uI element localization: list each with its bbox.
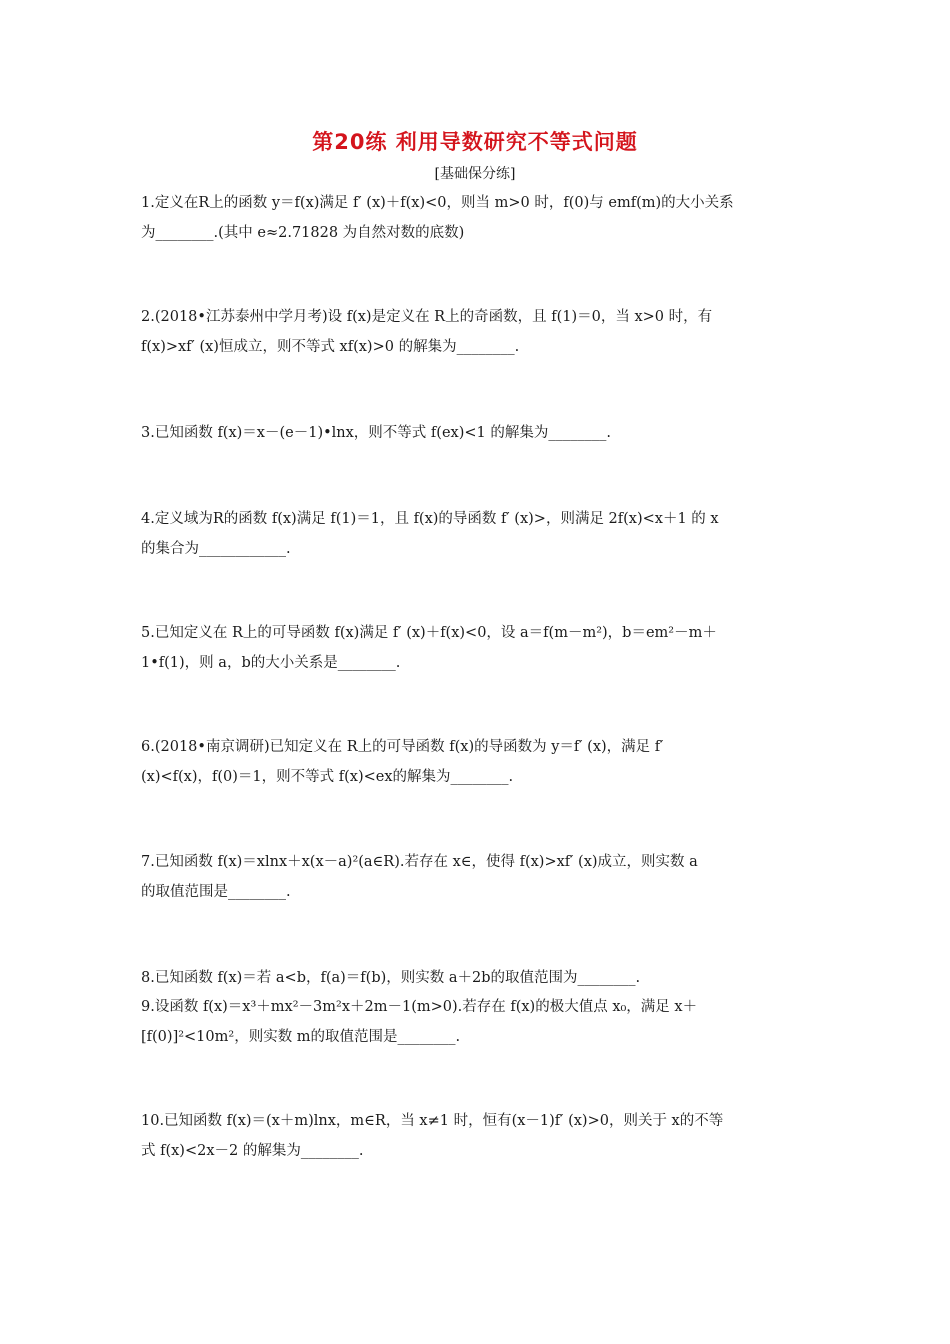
question-line: 10.已知函数 f(x)＝(x＋m)lnx，m∈R，当 x≠1 时，恒有(x－1)f′ (x)>0，则关于 x的不等 bbox=[141, 1113, 724, 1129]
question-6 bbox=[141, 732, 811, 792]
question-3 bbox=[141, 418, 811, 448]
question-line: 8.已知函数 f(x)＝若 a<b，f(a)＝f(b)，则实数 a＋2b的取值范围为________. bbox=[141, 970, 641, 986]
question-8 bbox=[141, 963, 811, 993]
question-2 bbox=[141, 302, 811, 362]
question-5 bbox=[141, 618, 811, 678]
question-4 bbox=[141, 504, 811, 564]
question-line: 的取值范围是________. bbox=[141, 884, 291, 900]
question-line: 的集合为____________. bbox=[141, 541, 291, 557]
question-line: 6.(2018•南京调研)已知定义在 R上的可导函数 f(x)的导函数为 y＝f′ (x)，满足 f′ bbox=[141, 739, 664, 755]
question-line: 4.定义域为R的函数 f(x)满足 f(1)＝1，且 f(x)的导函数 f′ (x)>，则满足 2f(x)<x＋1 的 x bbox=[141, 511, 719, 527]
question-line: 式 f(x)<2x－2 的解集为________. bbox=[141, 1143, 364, 1159]
question-line: 为________.(其中 e≈2.71828 为自然对数的底数) bbox=[141, 225, 465, 241]
section-subtitle: [基础保分练] bbox=[434, 166, 516, 182]
question-10 bbox=[141, 1106, 811, 1166]
question-line: [f(0)]²<10m²，则实数 m的取值范围是________. bbox=[141, 1029, 461, 1045]
question-line: 2.(2018•江苏泰州中学月考)设 f(x)是定义在 R上的奇函数，且 f(1)＝0，当 x>0 时，有 bbox=[141, 309, 713, 325]
question-line: 9.设函数 f(x)＝x³＋mx²－3m²x＋2m－1(m>0).若存在 f(x)的极大值点 x₀，满足 x＋ bbox=[141, 999, 698, 1015]
question-line: 7.已知函数 f(x)＝xlnx＋x(x－a)²(a∈R).若存在 x∈，使得 f(x)>xf′ (x)成立，则实数 a bbox=[141, 854, 698, 870]
question-line: (x)<f(x)，f(0)＝1，则不等式 f(x)<ex的解集为________. bbox=[141, 769, 514, 785]
question-line: 1•f(1)，则 a，b的大小关系是________. bbox=[141, 655, 401, 671]
question-line: 5.已知定义在 R上的可导函数 f(x)满足 f′ (x)＋f(x)<0，设 a＝f(m－m²)，b＝em²－m＋ bbox=[141, 625, 717, 641]
question-9 bbox=[141, 992, 811, 1052]
question-line: 1.定义在R上的函数 y＝f(x)满足 f′ (x)＋f(x)<0，则当 m>0 时，f(0)与 emf(m)的大小关系 bbox=[141, 195, 734, 211]
question-1 bbox=[141, 188, 811, 248]
question-line: 3.已知函数 f(x)＝x－(e－1)•lnx，则不等式 f(ex)<1 的解集为________. bbox=[141, 425, 611, 441]
page-title: 第20练 利用导数研究不等式问题 bbox=[312, 130, 638, 154]
question-line: f(x)>xf′ (x)恒成立，则不等式 xf(x)>0 的解集为________. bbox=[141, 339, 520, 355]
question-7 bbox=[141, 847, 811, 907]
